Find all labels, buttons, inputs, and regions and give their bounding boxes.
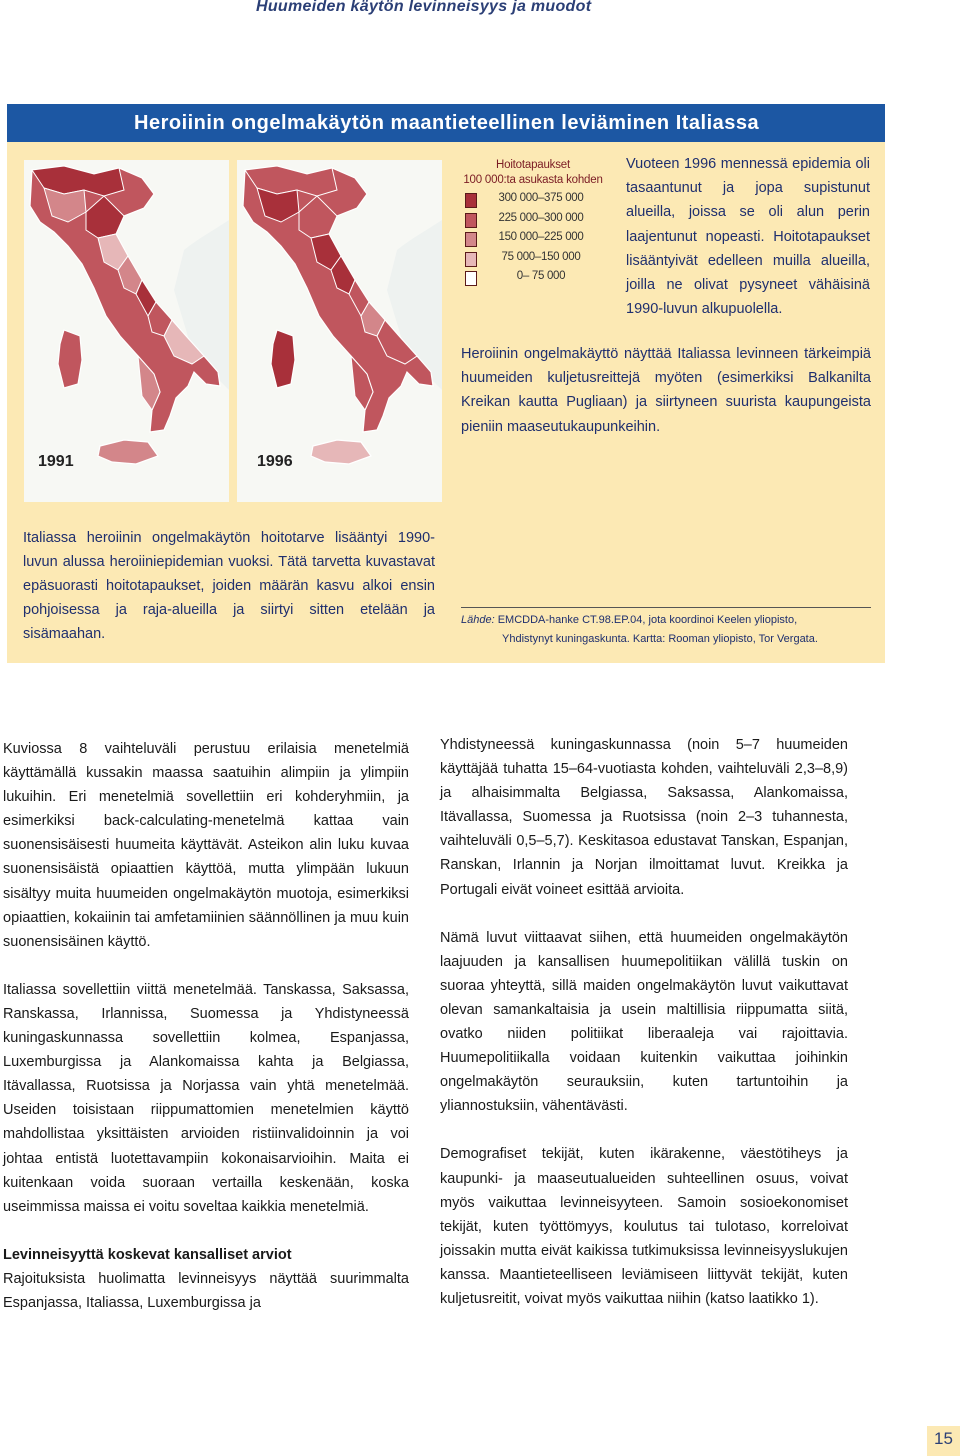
left-column: [3, 737, 409, 1339]
panel-middle-text: Heroiinin ongelmakäyttö näyttää Italiassa levinneen tärkeimpiä huumeiden kuljetusreittejä myöten (esimerkiksi Balkanilta Kreikan kautta Pugliaan) ja siirtyneen suurista kaupungeista pieniin maaseutukaupunkeihin.: [461, 346, 871, 435]
left-paragraph-1: Kuviossa 8 vaihteluväli perustuu erilaisia menetelmiä käyttämällä kussakin maassa saatuihin alimpiin ja ylimpiin lukuihin. Eri menetelmiä sovellettiin eri kohderyhmiin, ja esimerkiksi back-calculating-menetelmä kattaa vain suonensisäisesti huumeita käyttävät. Asteikon alin luku kuvaa suonensisäistä opiaattien käyttöä, mutta ylimpään lukuun sisältyy muita huumeiden ongelmakäytön muotoja, esimerkiksi opiaattien, kokaiinin tai amfetamiinien säännöllinen ja muu kuin suonensisäinen käyttö.: [3, 741, 409, 950]
left-paragraph-2: Italiassa sovellettiin viittä menetelmää. Tanskassa, Saksassa, Ranskassa, Irlannissa, Suomessa ja Yhdistyneessä kuningaskunnassa sovellettiin kolmea, Espanjassa, Luxemburgissa ja Alankomaissa kahta ja Belgiassa, Itävallassa, Ruotsissa ja Norjassa vain yhtä menetelmää. Useiden toisistaan riippumattomien menetelmien käyttö mahdollistaa yksittäisten arvioiden ristiinvalidoinnin ja voi johtaa entistä luotettavampiin kokonaisarvioihin. Maita ei kuitenkaan voida suoraan vertailla keskenään, koska useimmissa maissa ei voitu soveltaa kaikkia menetelmiä.: [3, 981, 409, 1215]
legend-swatch: [465, 271, 477, 286]
source-line1: [461, 611, 871, 630]
right-column: [440, 733, 848, 1335]
legend-swatch: [465, 232, 477, 247]
source-text1: EMCDDA-hanke CT.98.EP.04, jota koordinoi Keelen yliopisto,: [497, 614, 798, 626]
map-legend: [459, 158, 607, 289]
map-year-1996: 1996: [257, 453, 293, 470]
legend-label: 75 000–150 000: [501, 250, 581, 263]
section-heading: Levinneisyyttä koskevat kansalliset arviot: [3, 1246, 292, 1263]
legend-swatch: [465, 252, 477, 267]
page-number: 15: [927, 1426, 960, 1456]
right-paragraph-3: Demografiset tekijät, kuten ikärakenne, väestötiheys ja kaupunki- ja maaseutualueiden suhteellinen osuus, voivat myös vaikuttaa levinneisyyteen. Samoin sosioekonomiset tekijät, kuten työttömyys, koulutus tai tulotaso, korreloivat joissakin mutta eivät kaikissa tutkimuksissa levinneisyyslukujen kanssa. Maantieteelliseen leviämiseen liittyvät tekijät, kuten kuljetusreitit, voivat myös vaikuttaa niihin (katso laatikko 1).: [440, 1146, 848, 1307]
italy-map-1996-graphic: [237, 160, 442, 502]
italy-map-1991-graphic: [24, 160, 229, 502]
map-year-1991: 1991: [38, 453, 74, 470]
legend-label: 300 000–375 000: [498, 192, 584, 204]
panel-bottom-text: Italiassa heroiinin ongelmakäytön hoitotarve lisääntyi 1990-luvun alussa heroiiniepidemian vuoksi. Tätä tarvetta kuvastavat epäsuorasti hoitotapaukset, joiden määrän kasvu alkoi ensin pohjoisessa ja raja-alueilla ja siirtyi sitten etelään ja sisämaahan.: [23, 530, 435, 642]
legend-item: [459, 230, 607, 250]
legend-swatch: [465, 213, 477, 228]
map-1996: [237, 160, 442, 502]
legend-title-line1: Hoitotapaukset: [496, 159, 570, 171]
panel-side-text: Vuoteen 1996 mennessä epidemia oli tasaantunut ja jopa supistunut alueilla, joissa se oli alun perin laajentunut nopeasti. Hoitotapaukset lisääntyivät edelleen muilla alueilla, joilla ne olivat pysyneet vähäisinä 1990-luvun alkupuolella.: [626, 156, 870, 318]
source-line2: Yhdistynyt kuningaskunta. Kartta: Rooman yliopisto, Tor Vergata.: [502, 633, 818, 645]
legend-item: [459, 211, 607, 231]
legend-item: [459, 269, 607, 289]
source-label: Lähde:: [461, 614, 495, 626]
left-paragraph-3: Rajoituksista huolimatta levinneisyys näyttää suurimmalta Espanjassa, Italiassa, Luxemburgissa ja: [3, 1270, 409, 1311]
legend-title-line2: 100 000:ta asukasta kohden: [463, 174, 603, 186]
infobox-panel: [7, 104, 885, 663]
panel-title-bar: [7, 104, 885, 142]
right-paragraph-2: Nämä luvut viittaavat siihen, että huumeiden ongelmakäytön laajuuden ja kansallisen huumepolitiikan välillä tuskin on suoraa yhteyttä, sillä maiden ongelmakäytön luvut vaikuttavat olevan samankaltaisia ja usein maltillisia riippumatta siitä, ovatko niiden politiikat liberaaleja vai rajoittavia. Huumepolitiikalla voidaan kuitenkin vaikuttaa joihinkin ongelmakäytön seurauksiin, kuten tartuntoihin ja yliannostuksiin, vähentävästi.: [440, 929, 848, 1115]
panel-title: Heroiinin ongelmakäytön maantieteellinen leviäminen Italiassa: [134, 112, 760, 134]
legend-label: 150 000–225 000: [498, 231, 584, 243]
legend-label: 0– 75 000: [516, 270, 566, 282]
legend-item: [459, 191, 607, 211]
legend-label: 225 000–300 000: [498, 211, 584, 224]
legend-swatch: [465, 193, 477, 208]
map-1991: [24, 160, 229, 502]
right-paragraph-1: Yhdistyneessä kuningaskunnassa (noin 5–7 huumeiden käyttäjää tuhatta 15–64-vuotiasta kohden, vaihteluväli 2,3–8,9) ja alhaisimmalta Belgiassa, Saksassa, Alankomaissa, Itävallassa, Suomessa ja Ruotsissa (noin 2–3 tuhannesta, vaihteluväli 0,5–5,7). Keskitasoa edustavat Tanskan, Espanjan, Ranskan, Irlannin ja Norjan ilmoittamat luvut. Kreikka ja Portugali eivät voineet esittää arvioita.: [440, 737, 848, 898]
source-note: [461, 607, 871, 649]
running-header: Huumeiden käytön levinneisyys ja muodot: [256, 0, 592, 15]
legend-item: [459, 250, 607, 270]
